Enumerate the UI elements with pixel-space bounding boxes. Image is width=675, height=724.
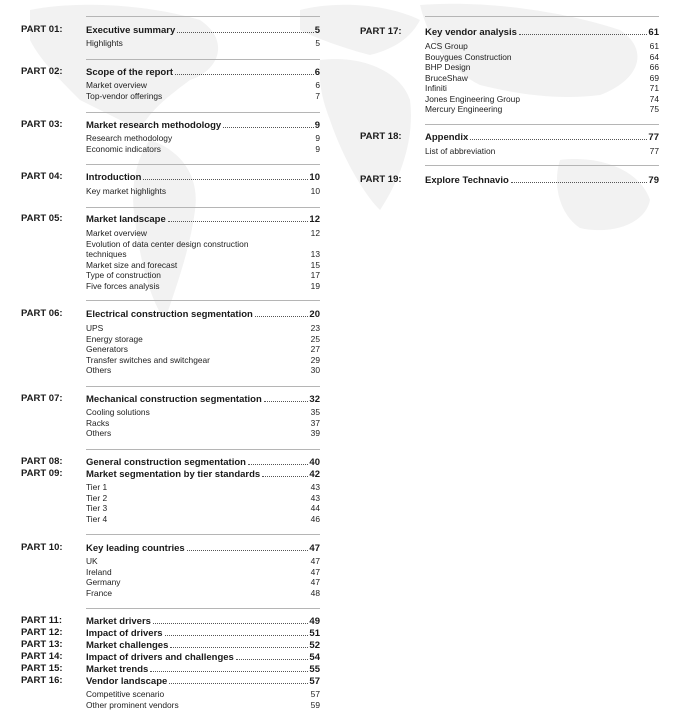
part-page-number: 77 bbox=[648, 132, 659, 143]
subsection-title: Key market highlights bbox=[86, 186, 167, 196]
part-page-number: 49 bbox=[309, 616, 320, 627]
part-page-number: 5 bbox=[314, 25, 320, 36]
part-title: Key leading countries bbox=[86, 543, 185, 554]
part-page-number: 42 bbox=[309, 469, 320, 480]
subsection-page-number: 74 bbox=[649, 93, 659, 104]
part-title: Market segmentation by tier standards bbox=[86, 469, 261, 480]
section-divider bbox=[86, 164, 320, 165]
subsection-title: Competitive scenario bbox=[86, 689, 165, 699]
dot-leader bbox=[143, 171, 308, 180]
part-heading-row[interactable] bbox=[20, 213, 320, 225]
part-heading-row[interactable] bbox=[20, 639, 320, 651]
part-page-number: 40 bbox=[309, 457, 320, 468]
part-heading-row[interactable] bbox=[20, 542, 320, 554]
subsection-page-number: 13 bbox=[310, 249, 320, 259]
part-heading-row[interactable] bbox=[20, 119, 320, 131]
subsection-title: Market overview bbox=[86, 228, 147, 238]
part-heading-row[interactable] bbox=[20, 171, 320, 183]
subsection-title: Type of construction bbox=[86, 270, 161, 280]
subsection-page-number: 75 bbox=[649, 104, 659, 114]
subsection-title: Germany bbox=[86, 577, 121, 587]
part-heading-row[interactable] bbox=[20, 24, 320, 36]
subsection-page-number: 9 bbox=[315, 143, 320, 154]
part-page-number: 12 bbox=[309, 214, 320, 225]
section-divider bbox=[86, 386, 320, 387]
subsection-title: Five forces analysis bbox=[86, 280, 160, 291]
subsection-title: Tier 2 bbox=[86, 492, 108, 503]
subsection-title: ACS Group bbox=[425, 41, 468, 51]
part-page-number: 10 bbox=[309, 172, 320, 183]
dot-leader bbox=[223, 119, 314, 128]
subsection-title: Infiniti bbox=[425, 83, 447, 93]
section-divider bbox=[86, 16, 320, 17]
part-label: PART 09: bbox=[21, 468, 63, 479]
part-title: Mechanical construction segmentation bbox=[86, 394, 262, 405]
part-title: General construction segmentation bbox=[86, 457, 246, 468]
part-page-number: 55 bbox=[309, 664, 320, 675]
subsection-page-number: 17 bbox=[310, 270, 320, 280]
section-divider bbox=[86, 59, 320, 60]
subsection-page-number: 69 bbox=[649, 72, 659, 83]
dot-leader bbox=[153, 615, 308, 624]
subsection-title: Cooling solutions bbox=[86, 407, 150, 417]
subsection-title: Racks bbox=[86, 417, 110, 428]
part-title: Impact of drivers bbox=[86, 628, 163, 639]
section-divider bbox=[86, 534, 320, 535]
part-label: PART 10: bbox=[21, 542, 63, 553]
part-label: PART 05: bbox=[21, 213, 63, 224]
subsection-page-number: 9 bbox=[315, 133, 320, 143]
dot-leader bbox=[264, 393, 309, 402]
part-page-number: 54 bbox=[309, 652, 320, 663]
subsection-page-number: 5 bbox=[315, 38, 320, 48]
part-label: PART 19: bbox=[360, 174, 402, 185]
part-heading-row[interactable] bbox=[20, 393, 320, 405]
dot-leader bbox=[169, 675, 308, 684]
subsection-title: Tier 3 bbox=[86, 503, 108, 513]
part-heading-row[interactable] bbox=[359, 26, 659, 38]
subsection-page-number: 48 bbox=[310, 587, 320, 598]
subsection-page-number: 27 bbox=[310, 344, 320, 354]
part-label: PART 03: bbox=[21, 119, 63, 130]
subsection-page-number: 46 bbox=[310, 513, 320, 524]
subsection-title: List of abbreviation bbox=[425, 146, 496, 156]
part-label: PART 14: bbox=[21, 651, 63, 662]
subsection-page-number: 37 bbox=[310, 417, 320, 428]
part-title: Market drivers bbox=[86, 616, 151, 627]
subsection-title: Ireland bbox=[86, 566, 112, 577]
part-heading-row[interactable] bbox=[20, 615, 320, 627]
subsection-title: Energy storage bbox=[86, 333, 143, 344]
subsection-title: Evolution of data center design construction bbox=[86, 238, 249, 249]
subsection-title: UPS bbox=[86, 323, 104, 333]
part-title: Scope of the report bbox=[86, 67, 174, 78]
part-title: Appendix bbox=[425, 132, 469, 143]
part-page-number: 20 bbox=[309, 309, 320, 320]
part-heading-row[interactable] bbox=[20, 651, 320, 663]
section-divider bbox=[86, 300, 320, 301]
section-divider bbox=[86, 207, 320, 208]
subsection-page-number: 43 bbox=[310, 492, 320, 503]
part-heading-row[interactable] bbox=[20, 627, 320, 639]
subsection-page-number: 10 bbox=[310, 186, 320, 196]
subsection-page-number: 29 bbox=[310, 354, 320, 365]
dot-leader bbox=[236, 651, 309, 660]
subsection-title: BruceShaw bbox=[425, 72, 468, 83]
dot-leader bbox=[248, 456, 308, 465]
subsection-page-number: 15 bbox=[310, 259, 320, 270]
part-label: PART 06: bbox=[21, 308, 63, 319]
subsection-title: Other prominent vendors bbox=[86, 700, 179, 710]
part-page-number: 9 bbox=[314, 120, 320, 131]
subsection-page-number: 12 bbox=[310, 228, 320, 238]
subsection-title: Bouygues Construction bbox=[425, 51, 512, 62]
subsection-page-number: 57 bbox=[310, 689, 320, 699]
part-label: PART 11: bbox=[21, 615, 63, 626]
section-divider bbox=[86, 449, 320, 450]
subsection-title: Tier 1 bbox=[86, 482, 108, 492]
subsection-page-number: 23 bbox=[310, 323, 320, 333]
subsection-page-number: 64 bbox=[649, 51, 659, 62]
subsection-page-number: 47 bbox=[310, 566, 320, 577]
subsection-page-number: 61 bbox=[649, 41, 659, 51]
part-title: Executive summary bbox=[86, 25, 176, 36]
dot-leader bbox=[175, 66, 314, 75]
subsection-page-number: 59 bbox=[310, 700, 320, 710]
part-label: PART 12: bbox=[21, 627, 63, 638]
subsection-title: Generators bbox=[86, 344, 128, 354]
part-label: PART 16: bbox=[21, 675, 63, 686]
part-label: PART 18: bbox=[360, 131, 402, 142]
subsection-title: Transfer switches and switchgear bbox=[86, 354, 210, 365]
part-title: Vendor landscape bbox=[86, 676, 168, 687]
subsection-page-number: 43 bbox=[310, 482, 320, 492]
section-divider bbox=[425, 124, 659, 125]
dot-leader bbox=[170, 639, 308, 648]
part-title: Market landscape bbox=[86, 214, 166, 225]
part-label: PART 08: bbox=[21, 456, 63, 467]
dot-leader bbox=[255, 308, 309, 317]
section-divider bbox=[425, 165, 659, 166]
part-page-number: 47 bbox=[309, 543, 320, 554]
dot-leader bbox=[519, 26, 648, 35]
part-label: PART 07: bbox=[21, 393, 63, 404]
part-page-number: 52 bbox=[309, 640, 320, 651]
part-title: Key vendor analysis bbox=[425, 27, 517, 38]
part-heading-row[interactable] bbox=[20, 308, 320, 320]
part-heading-row[interactable] bbox=[20, 468, 320, 480]
subsection-title: Jones Engineering Group bbox=[425, 93, 520, 104]
part-title: Introduction bbox=[86, 172, 142, 183]
dot-leader bbox=[511, 174, 648, 183]
part-heading-row[interactable] bbox=[20, 663, 320, 675]
dot-leader bbox=[165, 627, 309, 636]
part-heading-row[interactable] bbox=[359, 131, 659, 143]
subsection-page-number: 47 bbox=[310, 577, 320, 587]
subsection-title: Others bbox=[86, 428, 112, 438]
part-label: PART 01: bbox=[21, 24, 63, 35]
subsection-title: Market size and forecast bbox=[86, 259, 178, 270]
subsection-title: BHP Design bbox=[425, 62, 471, 72]
subsection-page-number: 66 bbox=[649, 62, 659, 72]
dot-leader bbox=[187, 542, 309, 551]
part-heading-row[interactable] bbox=[20, 675, 320, 687]
part-page-number: 57 bbox=[309, 676, 320, 687]
part-page-number: 79 bbox=[648, 175, 659, 186]
subsection-title: Mercury Engineering bbox=[425, 104, 503, 114]
dot-leader bbox=[262, 468, 308, 477]
section-divider bbox=[425, 16, 659, 17]
subsection-page-number: 39 bbox=[310, 428, 320, 438]
subsection-page-number: 44 bbox=[310, 503, 320, 513]
subsection-page-number: 30 bbox=[310, 365, 320, 375]
subsection-page-number: 77 bbox=[649, 146, 659, 156]
part-title: Impact of drivers and challenges bbox=[86, 652, 234, 663]
subsection-page-number: 6 bbox=[315, 80, 320, 90]
subsection-page-number: 25 bbox=[310, 333, 320, 344]
part-title: Electrical construction segmentation bbox=[86, 309, 253, 320]
part-heading-row[interactable] bbox=[359, 174, 659, 186]
part-heading-row[interactable] bbox=[20, 66, 320, 78]
subsection-title: Market overview bbox=[86, 80, 147, 90]
part-label: PART 02: bbox=[21, 66, 63, 77]
section-divider bbox=[86, 112, 320, 113]
part-label: PART 17: bbox=[360, 26, 402, 37]
subsection-title: Research methodology bbox=[86, 133, 173, 143]
subsection-title: Highlights bbox=[86, 38, 123, 48]
part-page-number: 51 bbox=[309, 628, 320, 639]
subsection-title: Tier 4 bbox=[86, 513, 108, 524]
part-title: Market trends bbox=[86, 664, 149, 675]
part-label: PART 13: bbox=[21, 639, 63, 650]
subsection-title: UK bbox=[86, 556, 98, 566]
subsection-title: techniques bbox=[86, 249, 127, 259]
part-title: Market challenges bbox=[86, 640, 169, 651]
part-page-number: 61 bbox=[648, 27, 659, 38]
part-page-number: 6 bbox=[314, 67, 320, 78]
subsection-page-number: 71 bbox=[649, 83, 659, 93]
part-heading-row[interactable] bbox=[20, 456, 320, 468]
subsection-page-number: 7 bbox=[315, 90, 320, 101]
subsection-page-number: 35 bbox=[310, 407, 320, 417]
dot-leader bbox=[470, 131, 647, 140]
dot-leader bbox=[177, 24, 313, 33]
dot-leader bbox=[168, 213, 309, 222]
subsection-title: France bbox=[86, 587, 113, 598]
subsection-title: Others bbox=[86, 365, 112, 375]
section-divider bbox=[86, 608, 320, 609]
part-page-number: 32 bbox=[309, 394, 320, 405]
subsection-title: Top-vendor offerings bbox=[86, 90, 163, 101]
subsection-title: Economic indicators bbox=[86, 143, 161, 154]
subsection-page-number: 47 bbox=[310, 556, 320, 566]
part-label: PART 04: bbox=[21, 171, 63, 182]
part-title: Explore Technavio bbox=[425, 175, 509, 186]
part-label: PART 15: bbox=[21, 663, 63, 674]
dot-leader bbox=[150, 663, 308, 672]
subsection-page-number: 19 bbox=[310, 280, 320, 291]
part-title: Market research methodology bbox=[86, 120, 222, 131]
